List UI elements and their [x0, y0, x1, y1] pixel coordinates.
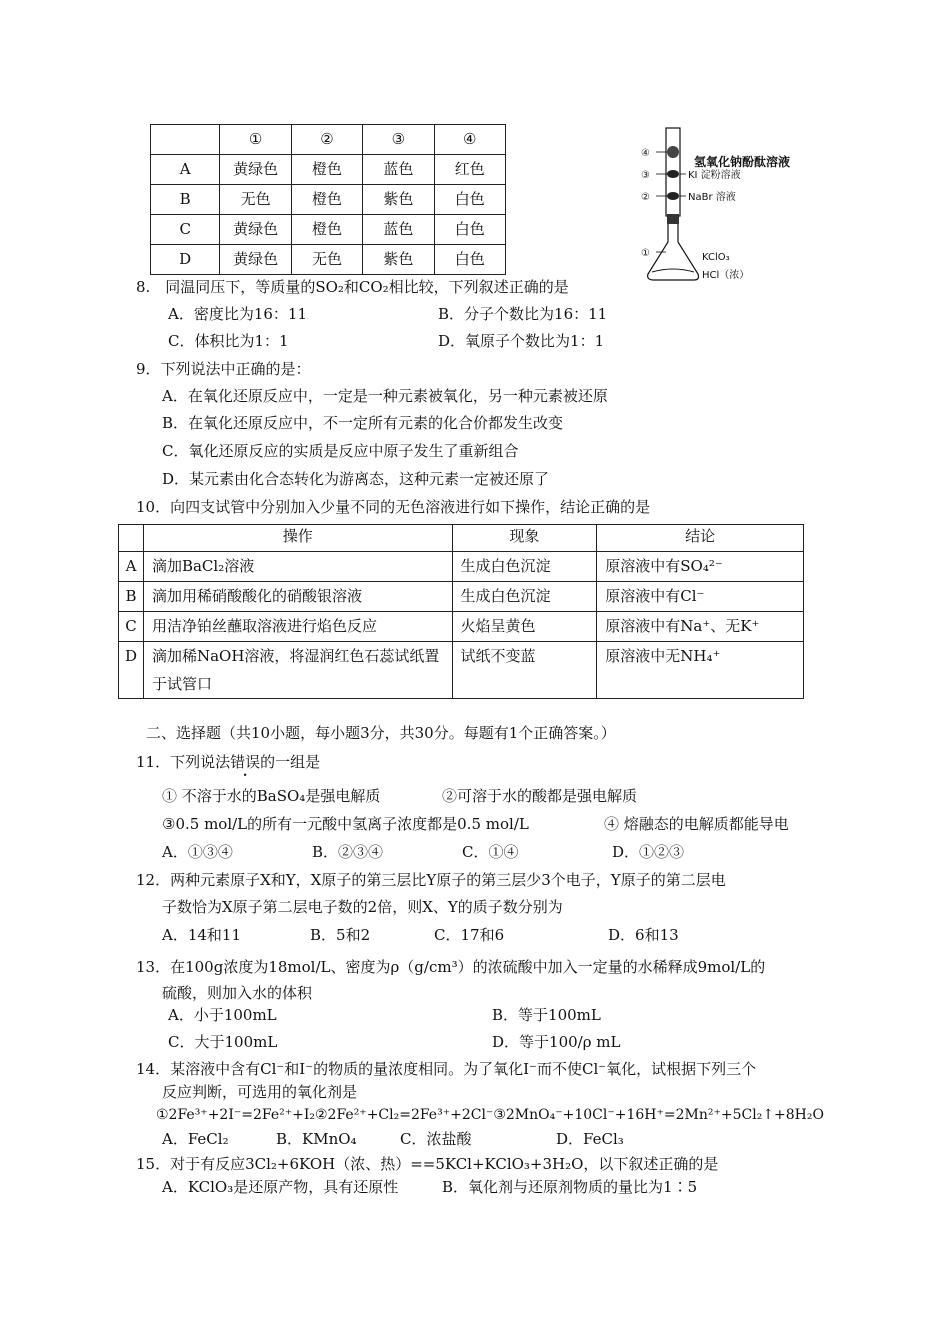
table-cell: D — [151, 245, 220, 275]
q8-option-b: B．分子个数比为16：11 — [438, 305, 608, 323]
table-row — [119, 642, 804, 699]
test-tube-table — [118, 524, 804, 699]
q11-option-b: B．②③④ — [312, 843, 384, 861]
question-13-line2: 硫酸，则加入水的体积 — [162, 984, 313, 1002]
question-11-stem — [136, 752, 320, 772]
q13-option-b: B．等于100mL — [492, 1006, 601, 1024]
label-kclo3: KClO₃ — [702, 252, 730, 263]
q11-statement-3: ③0.5 mol/L的所有一元酸中氢离子浓度都是0.5 mol/L — [162, 815, 529, 833]
question-14-line2: 反应判断，可选用的氧化剂是 — [162, 1083, 358, 1101]
question-14-line1: 14．某溶液中含有Cl⁻和I⁻的物质的量浓度相同。为了氧化I⁻而不使Cl⁻氧化，试根据下列三个 — [136, 1060, 757, 1078]
question-12-line1: 12．两种元素原子X和Y，X原子的第三层比Y原子的第三层少3个电子，Y原子的第二层电 — [136, 871, 726, 889]
pad-2 — [667, 192, 679, 200]
label-3: ③ — [641, 170, 650, 181]
table-cell: ③ — [363, 125, 434, 155]
table-cell: 原溶液中无NH₄⁺ — [597, 642, 804, 699]
q11-stem-b: 的一组是 — [260, 753, 321, 771]
question-9-stem: 9．下列说法中正确的是： — [136, 360, 311, 378]
q13-option-c: C．大于100mL — [168, 1033, 278, 1051]
table-cell: D — [119, 642, 144, 699]
table-cell: 现象 — [452, 525, 597, 552]
pad-3 — [667, 170, 679, 178]
table-cell: 紫色 — [363, 245, 434, 275]
table-cell: 白色 — [434, 185, 505, 215]
table-cell: 白色 — [434, 245, 505, 275]
table-cell: 滴加稀NaOH溶液，将湿润红色石蕊试纸置于试管口 — [143, 642, 452, 699]
q12-option-a: A．14和11 — [162, 926, 242, 944]
table-row — [151, 185, 506, 215]
q8-option-d: D．氧原子个数比为1：1 — [438, 332, 605, 350]
color-table — [150, 124, 506, 275]
table-cell: 紫色 — [363, 185, 434, 215]
table-row — [119, 612, 804, 642]
q14-option-a: A．FeCl₂ — [162, 1130, 229, 1148]
q8-option-c: C．体积比为1：1 — [168, 332, 289, 350]
q13-option-a: A．小于100mL — [168, 1006, 277, 1024]
table-cell: 橙色 — [291, 185, 362, 215]
table-cell: 滴加BaCl₂溶液 — [143, 552, 452, 582]
table-cell: 橙色 — [291, 155, 362, 185]
table-cell: 滴加用稀硝酸酸化的硝酸银溶液 — [143, 582, 452, 612]
q15-option-b: B．氧化剂与还原剂物质的量比为1∶5 — [442, 1178, 698, 1196]
q15-option-a: A．KClO₃是还原产物，具有还原性 — [162, 1178, 399, 1196]
label-ki: KI 淀粉溶液 — [688, 170, 741, 181]
question-8-stem: 8. 同温同压下，等质量的SO₂和CO₂相比较，下列叙述正确的是 — [136, 278, 569, 296]
table-cell: A — [119, 552, 144, 582]
table-row — [151, 155, 506, 185]
q9-option-d: D．某元素由化合态转化为游离态，这种元素一定被还原了 — [162, 470, 550, 488]
table-cell: 用洁净铂丝蘸取溶液进行焰色反应 — [143, 612, 452, 642]
q8-option-a: A．密度比为16：11 — [168, 305, 308, 323]
q12-option-d: D．6和13 — [608, 926, 679, 944]
label-naoh: 氢氧化钠酚酞溶液 — [694, 155, 791, 169]
table-cell: 黄绿色 — [220, 215, 291, 245]
table-cell: ① — [220, 125, 291, 155]
q11-option-d: D．①②③ — [612, 843, 685, 861]
question-13-line1: 13．在100g浓度为18mol/L、密度为ρ（g/cm³）的浓硫酸中加入一定量的水稀释成9mol/L的 — [136, 958, 766, 976]
table-row — [151, 245, 506, 275]
table-cell: ② — [291, 125, 362, 155]
table-row — [151, 215, 506, 245]
label-hcl: HCl（浓） — [702, 270, 750, 281]
q11-emphasis: 错误 — [230, 753, 261, 771]
table-cell: ④ — [434, 125, 505, 155]
table-cell: 操作 — [143, 525, 452, 552]
stopper — [667, 214, 679, 224]
table-cell: 火焰呈黄色 — [452, 612, 597, 642]
q11-statement-1: ① 不溶于水的BaSO₄是强电解质 — [162, 787, 381, 805]
q11-statement-4: ④ 熔融态的电解质都能导电 — [604, 815, 789, 833]
question-14-reactions: ①2Fe³⁺+2I⁻=2Fe²⁺+I₂②2Fe²⁺+Cl₂=2Fe³⁺+2Cl⁻③2MnO₄⁻+10Cl⁻+16H⁺=2Mn²⁺+5Cl₂↑+8H₂O — [156, 1107, 824, 1123]
table-row — [119, 582, 804, 612]
table-cell: B — [119, 582, 144, 612]
table-cell: 无色 — [220, 185, 291, 215]
q12-option-c: C．17和6 — [434, 926, 505, 944]
table-cell: 黄绿色 — [220, 245, 291, 275]
table-cell: 蓝色 — [363, 155, 434, 185]
q11-stem-a: 11．下列说法 — [136, 753, 231, 771]
label-nabr: NaBr 溶液 — [688, 192, 736, 203]
table-cell: 红色 — [434, 155, 505, 185]
question-15-stem: 15．对于有反应3Cl₂+6KOH（浓、热）==5KCl+KClO₃+3H₂O，以下叙述正确的是 — [136, 1155, 719, 1173]
q11-statement-2: ②可溶于水的酸都是强电解质 — [442, 787, 638, 805]
table-cell: 蓝色 — [363, 215, 434, 245]
question-10-stem: 10．向四支试管中分别加入少量不同的无色溶液进行如下操作，结论正确的是 — [136, 498, 651, 516]
table-cell: 橙色 — [291, 215, 362, 245]
section-2-heading: 二、选择题（共10小题，每小题3分，共30分。每题有1个正确答案。） — [146, 724, 616, 742]
table-cell: 原溶液中有Na⁺、无K⁺ — [597, 612, 804, 642]
q12-option-b: B．5和2 — [310, 926, 371, 944]
table-cell: 生成白色沉淀 — [452, 552, 597, 582]
table-cell: C — [119, 612, 144, 642]
q14-option-c: C．浓盐酸 — [400, 1130, 472, 1148]
q9-option-b: B．在氧化还原反应中，不一定所有元素的化合价都发生改变 — [162, 414, 564, 432]
pad-4 — [667, 146, 679, 158]
q11-option-c: C．①④ — [462, 843, 519, 861]
table-cell: C — [151, 215, 220, 245]
question-12-line2: 子数恰为X原子第二层电子数的2倍，则X、Y的质子数分别为 — [162, 898, 563, 916]
q14-option-d: D．FeCl₃ — [556, 1130, 624, 1148]
table-cell: 原溶液中有SO₄²⁻ — [597, 552, 804, 582]
table-cell: 试纸不变蓝 — [452, 642, 597, 699]
table-row — [119, 552, 804, 582]
table-cell — [151, 125, 220, 155]
table-row — [119, 525, 804, 552]
table-cell: 生成白色沉淀 — [452, 582, 597, 612]
table-cell: 原溶液中有Cl⁻ — [597, 582, 804, 612]
label-1: ① — [641, 248, 650, 259]
q9-option-a: A．在氧化还原反应中，一定是一种元素被氧化，另一种元素被还原 — [162, 387, 608, 405]
table-cell — [119, 525, 144, 552]
table-cell: 黄绿色 — [220, 155, 291, 185]
apparatus-figure — [636, 124, 796, 292]
q9-option-c: C．氧化还原反应的实质是反应中原子发生了重新组合 — [162, 442, 519, 460]
q14-option-b: B．KMnO₄ — [276, 1130, 357, 1148]
table-cell: A — [151, 155, 220, 185]
q11-option-a: A．①③④ — [162, 843, 233, 861]
liquid-line — [652, 269, 694, 272]
table-cell: 无色 — [291, 245, 362, 275]
label-2: ② — [641, 192, 650, 203]
table-cell: 白色 — [434, 215, 505, 245]
label-4: ④ — [641, 148, 650, 159]
table-cell: 结论 — [597, 525, 804, 552]
q13-option-d: D．等于100/ρ mL — [492, 1033, 621, 1051]
table-cell: B — [151, 185, 220, 215]
table-row — [151, 125, 506, 155]
